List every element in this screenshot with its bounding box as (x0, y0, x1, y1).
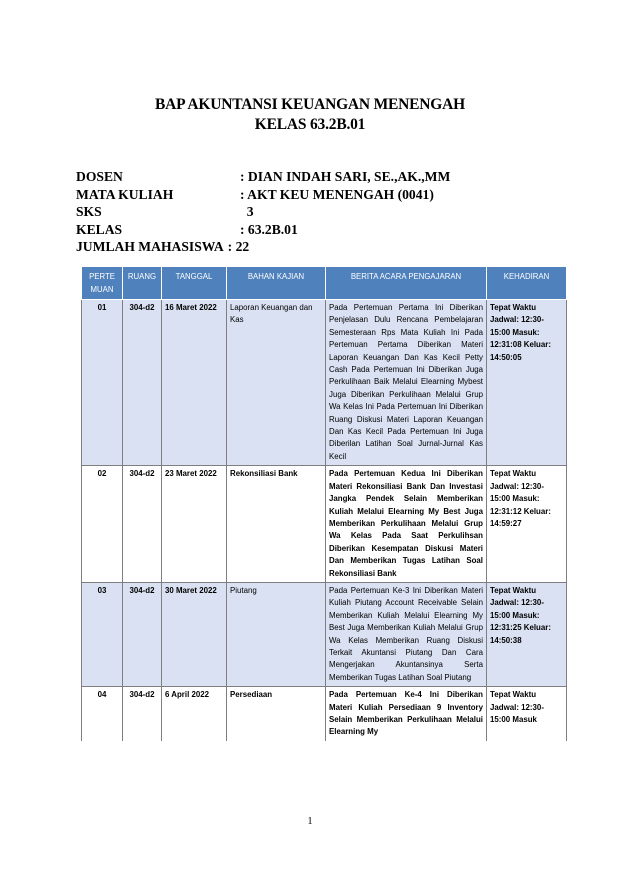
cell-bahan-kajian: Persediaan (227, 687, 326, 741)
cell-berita-acara: Pada Pertemuan Ke-3 Ini Diberikan Materi Kuliah Piutang Account Receivable Selain Memberikan Kuliah Melalui Elearning My Best Juga Memberikan Kuliah Melalui Grup Wa Kelas Memberikan Ruang Diskusi Terkait Akuntansi Piutang Dan Cara Mengerjakan Akuntansinya Serta Memberikan Tugas Latihan Soal Piutang (326, 582, 487, 686)
cell-ruang: 304-d2 (123, 582, 162, 686)
table-row (82, 300, 567, 466)
table-row (82, 466, 567, 583)
cell-bahan-kajian: Rekonsiliasi Bank (227, 466, 326, 583)
document-title: BAP AKUNTANSI KEUANGAN MENENGAH (155, 96, 465, 113)
table-row (82, 582, 567, 686)
info-value: 3 (240, 204, 254, 220)
cell-bahan-kajian: Laporan Keuangan dan Kas (227, 300, 326, 466)
info-label: JUMLAH MAHASISWA (76, 239, 224, 255)
cell-kehadiran: Tepat Waktu Jadwal: 12:30-15:00 Masuk: 12:31:12 Keluar: 14:59:27 (487, 466, 567, 583)
cell-pertemuan: 04 (82, 687, 123, 741)
cell-tanggal: 6 April 2022 (162, 687, 227, 741)
cell-kehadiran: Tepat Waktu Jadwal: 12:30-15:00 Masuk: 12:31:08 Keluar: 14:50:05 (487, 300, 567, 466)
bap-table (81, 266, 567, 741)
info-label: DOSEN (76, 169, 123, 184)
cell-bahan-kajian: Piutang (227, 582, 326, 686)
cell-tanggal: 23 Maret 2022 (162, 466, 227, 583)
header-ruang: RUANG (123, 267, 162, 300)
info-label: MATA KULIAH (76, 186, 174, 202)
cell-ruang: 304-d2 (123, 466, 162, 583)
cell-kehadiran: Tepat Waktu Jadwal: 12:30-15:00 Masuk: 12:31:25 Keluar: 14:50:38 (487, 582, 567, 686)
cell-kehadiran: Tepat Waktu Jadwal: 12:30-15:00 Masuk (487, 687, 567, 741)
info-label: SKS (76, 204, 102, 220)
table-row (82, 687, 567, 741)
header-pertemuan: PERTE MUAN (82, 267, 123, 300)
page-number: 1 (307, 816, 313, 827)
cell-pertemuan: 02 (82, 466, 123, 583)
header-berita-acara: BERITA ACARA PENGAJARAN (326, 267, 487, 300)
header-kehadiran: KEHADIRAN (487, 267, 567, 300)
cell-berita-acara: Pada Pertemuan Ke-4 Ini Diberikan Materi Kuliah Persediaan 9 Inventory Selain Memberikan Perkulihaan Melalui Elearning My (326, 687, 487, 741)
cell-pertemuan: 01 (82, 300, 123, 466)
cell-tanggal: 30 Maret 2022 (162, 582, 227, 686)
cell-tanggal: 16 Maret 2022 (162, 300, 227, 466)
info-value: : DIAN INDAH SARI, SE.,AK.,MM (240, 169, 451, 184)
document-subtitle: KELAS 63.2B.01 (254, 116, 366, 133)
cell-berita-acara: Pada Pertemuan Kedua Ini Diberikan Materi Rekonsiliasi Bank Dan Investasi Jangka Pendek Selain Memberikan Kuliah Melalui Elearning My Best Juga Memberikan Perkulihaan Melalui Grup Wa Kelas Pada Saat Perkulihsan Diberikan Kesempatan Diskusi Materi Dan Memberikan Tugas Latihan Soal Rekonsiliasi Bank (326, 466, 487, 583)
header-bahan-kajian: BAHAN KAJIAN (227, 267, 326, 300)
header-tanggal: TANGGAL (162, 267, 227, 300)
cell-pertemuan: 03 (82, 582, 123, 686)
cell-berita-acara: Pada Pertemuan Pertama Ini Diberikan Penjelasan Dulu Rencana Pembelajaran Semesteraan Rps Mata Kuliah Ini Pada Pertemuan Pertama Diberikan Materi Laporan Keuangan Dan Kas Kecil Petty Cash Pada Pertemuan Ini Diberikan Juga Perkulihaan Baik Melalui Elearning Mybest Juga Diberikan Perkulihaan Melalui Grup Wa Kelas Ini Pada Pertemuan Ini Diberikan Ruang Diskusi Materi Laporan Keuangan Dan Kas Kecil Pada Pertemuan Ini Juga Diberilan Latihan Soal Jurnal-Jurnal Kas Kecil (326, 300, 487, 466)
info-value: : 22 (227, 239, 250, 255)
info-value: : AKT KEU MENENGAH (0041) (240, 186, 434, 202)
cell-ruang: 304-d2 (123, 687, 162, 741)
info-label: KELAS (76, 221, 123, 237)
cell-ruang: 304-d2 (123, 300, 162, 466)
table-header-row (82, 267, 567, 300)
info-value: : 63.2B.01 (240, 221, 298, 237)
